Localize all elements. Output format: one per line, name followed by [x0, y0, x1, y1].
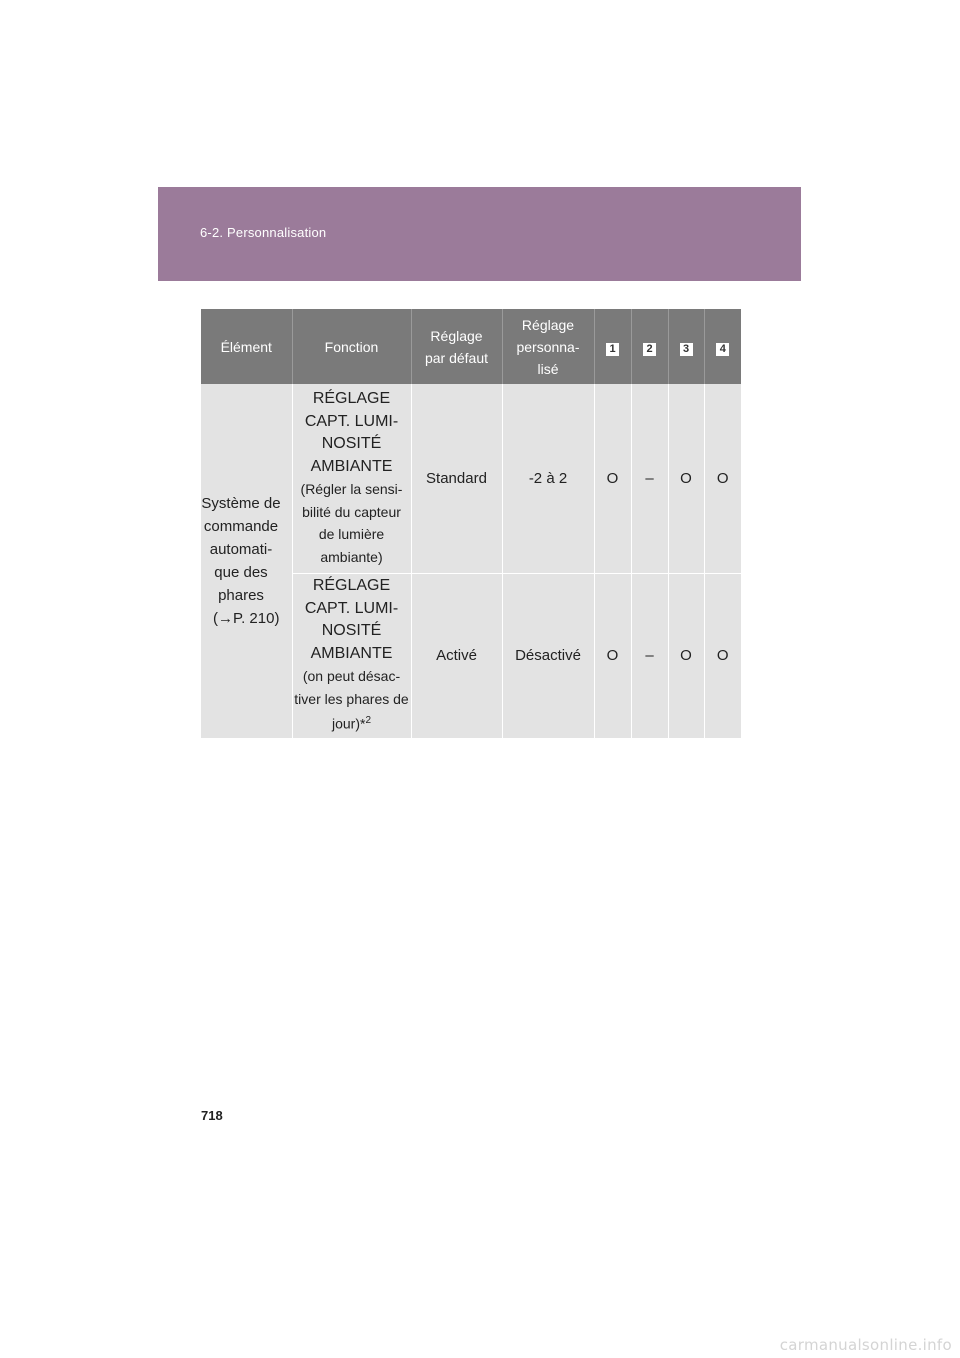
footnote-marker: 2	[365, 715, 372, 727]
section-title: 6-2. Personnalisation	[200, 225, 327, 240]
header-col-4	[704, 309, 741, 384]
function-main: RÉGLAGE CAPT. LUMI-NOSITÉ AMBIANTE	[304, 390, 399, 475]
col-3-value: O	[668, 384, 704, 573]
function-cell	[292, 573, 411, 738]
col-4-value: O	[704, 384, 741, 573]
section-header-band	[158, 187, 801, 281]
col-3-value: O	[668, 573, 704, 738]
header-default-label: Réglage par défaut	[424, 327, 489, 366]
header-col-2	[631, 309, 668, 384]
col-4-value: O	[704, 573, 741, 738]
function-sub: (Régler la sensi-bilité du capteur de lumière ambiante)	[300, 481, 403, 565]
function-main: RÉGLAGE CAPT. LUMI-NOSITÉ AMBIANTE	[304, 577, 399, 662]
header-element: Élément	[201, 309, 292, 384]
header-col-1	[594, 309, 631, 384]
header-custom	[502, 309, 594, 384]
custom-value: Désactivé	[502, 573, 594, 738]
page-number: 718	[201, 1108, 223, 1123]
header-default	[411, 309, 502, 384]
col-2-value: –	[631, 573, 668, 738]
header-custom-label: Réglage personna-lisé	[516, 316, 580, 377]
element-page-ref: (→P. 210)	[213, 609, 280, 627]
custom-value: -2 à 2	[502, 384, 594, 573]
element-label: Système de commande automati-que des phares	[201, 494, 281, 604]
watermark: carmanualsonline.info	[779, 1336, 952, 1354]
header-col-3	[668, 309, 704, 384]
default-value: Activé	[411, 573, 502, 738]
number-4-icon: 4	[716, 343, 729, 356]
function-sub	[293, 665, 411, 735]
default-value: Standard	[411, 384, 502, 573]
header-function: Fonction	[292, 309, 411, 384]
col-2-value: –	[631, 384, 668, 573]
function-cell	[292, 384, 411, 573]
customization-table	[201, 309, 741, 739]
table-row	[201, 384, 741, 573]
col-1-value: O	[594, 384, 631, 573]
number-1-icon: 1	[606, 343, 619, 356]
col-1-value: O	[594, 573, 631, 738]
table-header-row	[201, 309, 741, 384]
element-cell	[201, 384, 292, 738]
function-sub-text: (on peut désac-tiver les phares de jour)*	[294, 668, 409, 733]
number-2-icon: 2	[643, 343, 656, 356]
number-3-icon: 3	[680, 343, 693, 356]
